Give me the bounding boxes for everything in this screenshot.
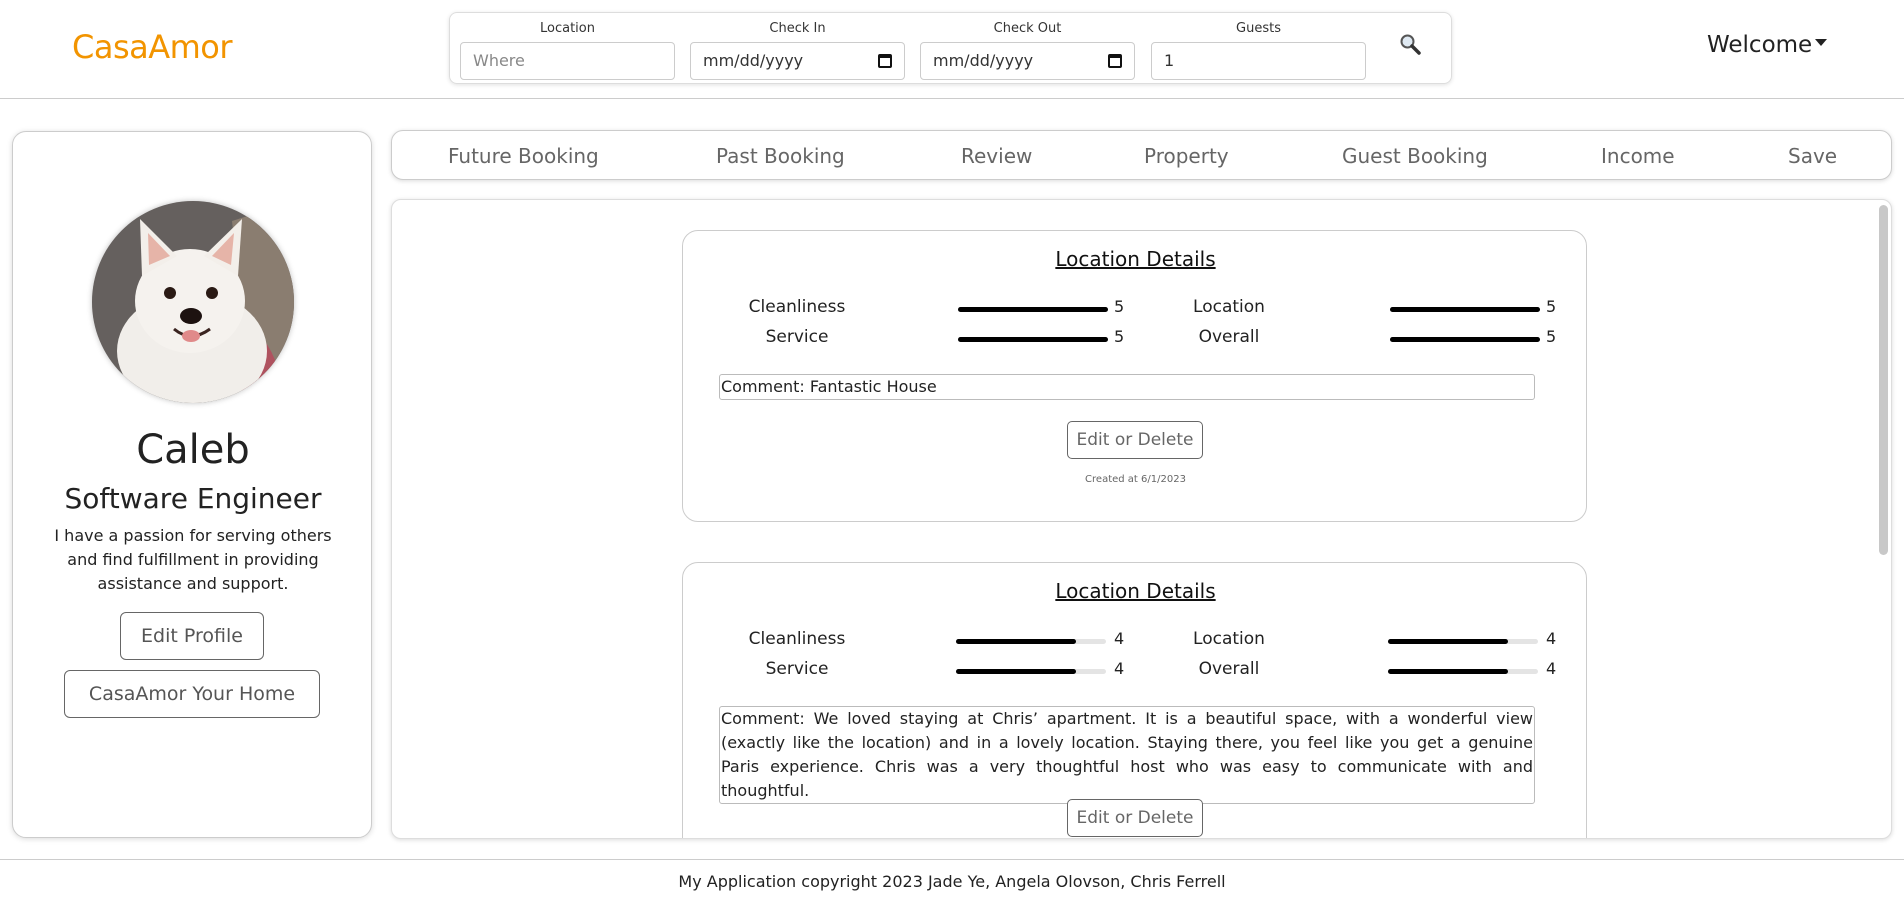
scrollbar-thumb[interactable] (1879, 205, 1888, 555)
rating-bar-service (956, 669, 1106, 674)
metric-label-location: Location (1193, 629, 1265, 649)
metric-label-location: Location (1193, 297, 1265, 317)
avatar (92, 201, 294, 403)
tab-income[interactable]: Income (1601, 144, 1675, 168)
guests-input[interactable]: 1 (1151, 42, 1366, 80)
top-navbar (0, 0, 1904, 99)
reviews-panel (391, 199, 1892, 839)
casaamor-your-home-button[interactable]: CasaAmor Your Home (64, 670, 320, 718)
tab-save[interactable]: Save (1788, 144, 1838, 168)
metric-label-service: Service (765, 659, 829, 679)
profile-role: Software Engineer (64, 482, 322, 515)
check-in-label: Check In (769, 21, 826, 36)
rating-bar-service (958, 337, 1108, 342)
metric-label-overall: Overall (1198, 327, 1260, 347)
caret-down-icon (1815, 39, 1827, 46)
rating-bar-cleanliness (958, 307, 1108, 312)
check-in-input[interactable] (690, 42, 905, 80)
tab-review[interactable]: Review (961, 144, 1033, 168)
score-overall: 4 (1546, 659, 1557, 678)
score-service: 5 (1114, 327, 1125, 346)
check-in-value: mm/dd/yyyy (703, 51, 804, 70)
check-out-value: mm/dd/yyyy (933, 51, 1034, 70)
review-title: Location Details (1055, 247, 1216, 271)
location-input[interactable]: Where (460, 42, 675, 80)
metric-label-service: Service (765, 327, 829, 347)
footer: My Application copyright 2023 Jade Ye, Angela Olovson, Chris Ferrell (0, 859, 1904, 903)
profile-tabs (391, 130, 1892, 180)
guests-field (1151, 21, 1366, 80)
review-card (682, 562, 1587, 839)
check-out-field (920, 21, 1135, 80)
review-comment: Comment: Fantastic House (719, 374, 1535, 400)
tab-property[interactable]: Property (1144, 144, 1229, 168)
review-title: Location Details (1055, 579, 1216, 603)
search-bar (449, 12, 1452, 84)
magnifier-icon[interactable] (1399, 33, 1421, 55)
check-in-field (690, 21, 905, 80)
location-field (460, 21, 675, 80)
rating-bar-location (1388, 639, 1538, 644)
score-location: 4 (1546, 629, 1557, 648)
edit-or-delete-button[interactable]: Edit or Delete (1067, 421, 1203, 459)
profile-card (12, 131, 372, 838)
review-card (682, 230, 1587, 522)
welcome-label: Welcome (1707, 32, 1813, 58)
metric-label-cleanliness: Cleanliness (748, 629, 846, 649)
metric-label-cleanliness: Cleanliness (748, 297, 846, 317)
score-cleanliness: 4 (1114, 629, 1125, 648)
rating-bar-overall (1390, 337, 1540, 342)
check-out-label: Check Out (993, 21, 1062, 36)
score-cleanliness: 5 (1114, 297, 1125, 316)
tab-past-booking[interactable]: Past Booking (716, 144, 845, 168)
profile-bio: I have a passion for serving others and find fulfillment in providing assistance and support. (54, 526, 332, 593)
rating-bar-location (1390, 307, 1540, 312)
metric-label-overall: Overall (1198, 659, 1260, 679)
score-service: 4 (1114, 659, 1125, 678)
calendar-icon[interactable] (878, 54, 892, 68)
dog-photo (92, 201, 294, 403)
tab-future-booking[interactable]: Future Booking (448, 144, 599, 168)
welcome-dropdown[interactable] (1707, 32, 1827, 58)
calendar-icon[interactable] (1108, 54, 1122, 68)
location-label: Location (540, 21, 595, 36)
edit-profile-button[interactable]: Edit Profile (120, 612, 264, 660)
profile-name: Caleb (136, 427, 250, 473)
tab-guest-booking[interactable]: Guest Booking (1342, 144, 1488, 168)
guests-label: Guests (1236, 21, 1281, 36)
review-comment: Comment: We loved staying at Chris’ apartment. It is a beautiful space, with a wonderful view (exactly like the location) and in a lovely location. Staying there, you feel like you get a genuine Paris experience. Chris was a very thoughtful host who was easy to communicate with and thoughtful. (719, 706, 1535, 804)
brand-logo[interactable]: CasaAmor (72, 28, 233, 66)
check-out-input[interactable] (920, 42, 1135, 80)
created-date: Created at 6/1/2023 (1085, 474, 1186, 485)
score-overall: 5 (1546, 327, 1557, 346)
rating-bar-cleanliness (956, 639, 1106, 644)
score-location: 5 (1546, 297, 1557, 316)
edit-or-delete-button[interactable]: Edit or Delete (1067, 799, 1203, 837)
rating-bar-overall (1388, 669, 1538, 674)
